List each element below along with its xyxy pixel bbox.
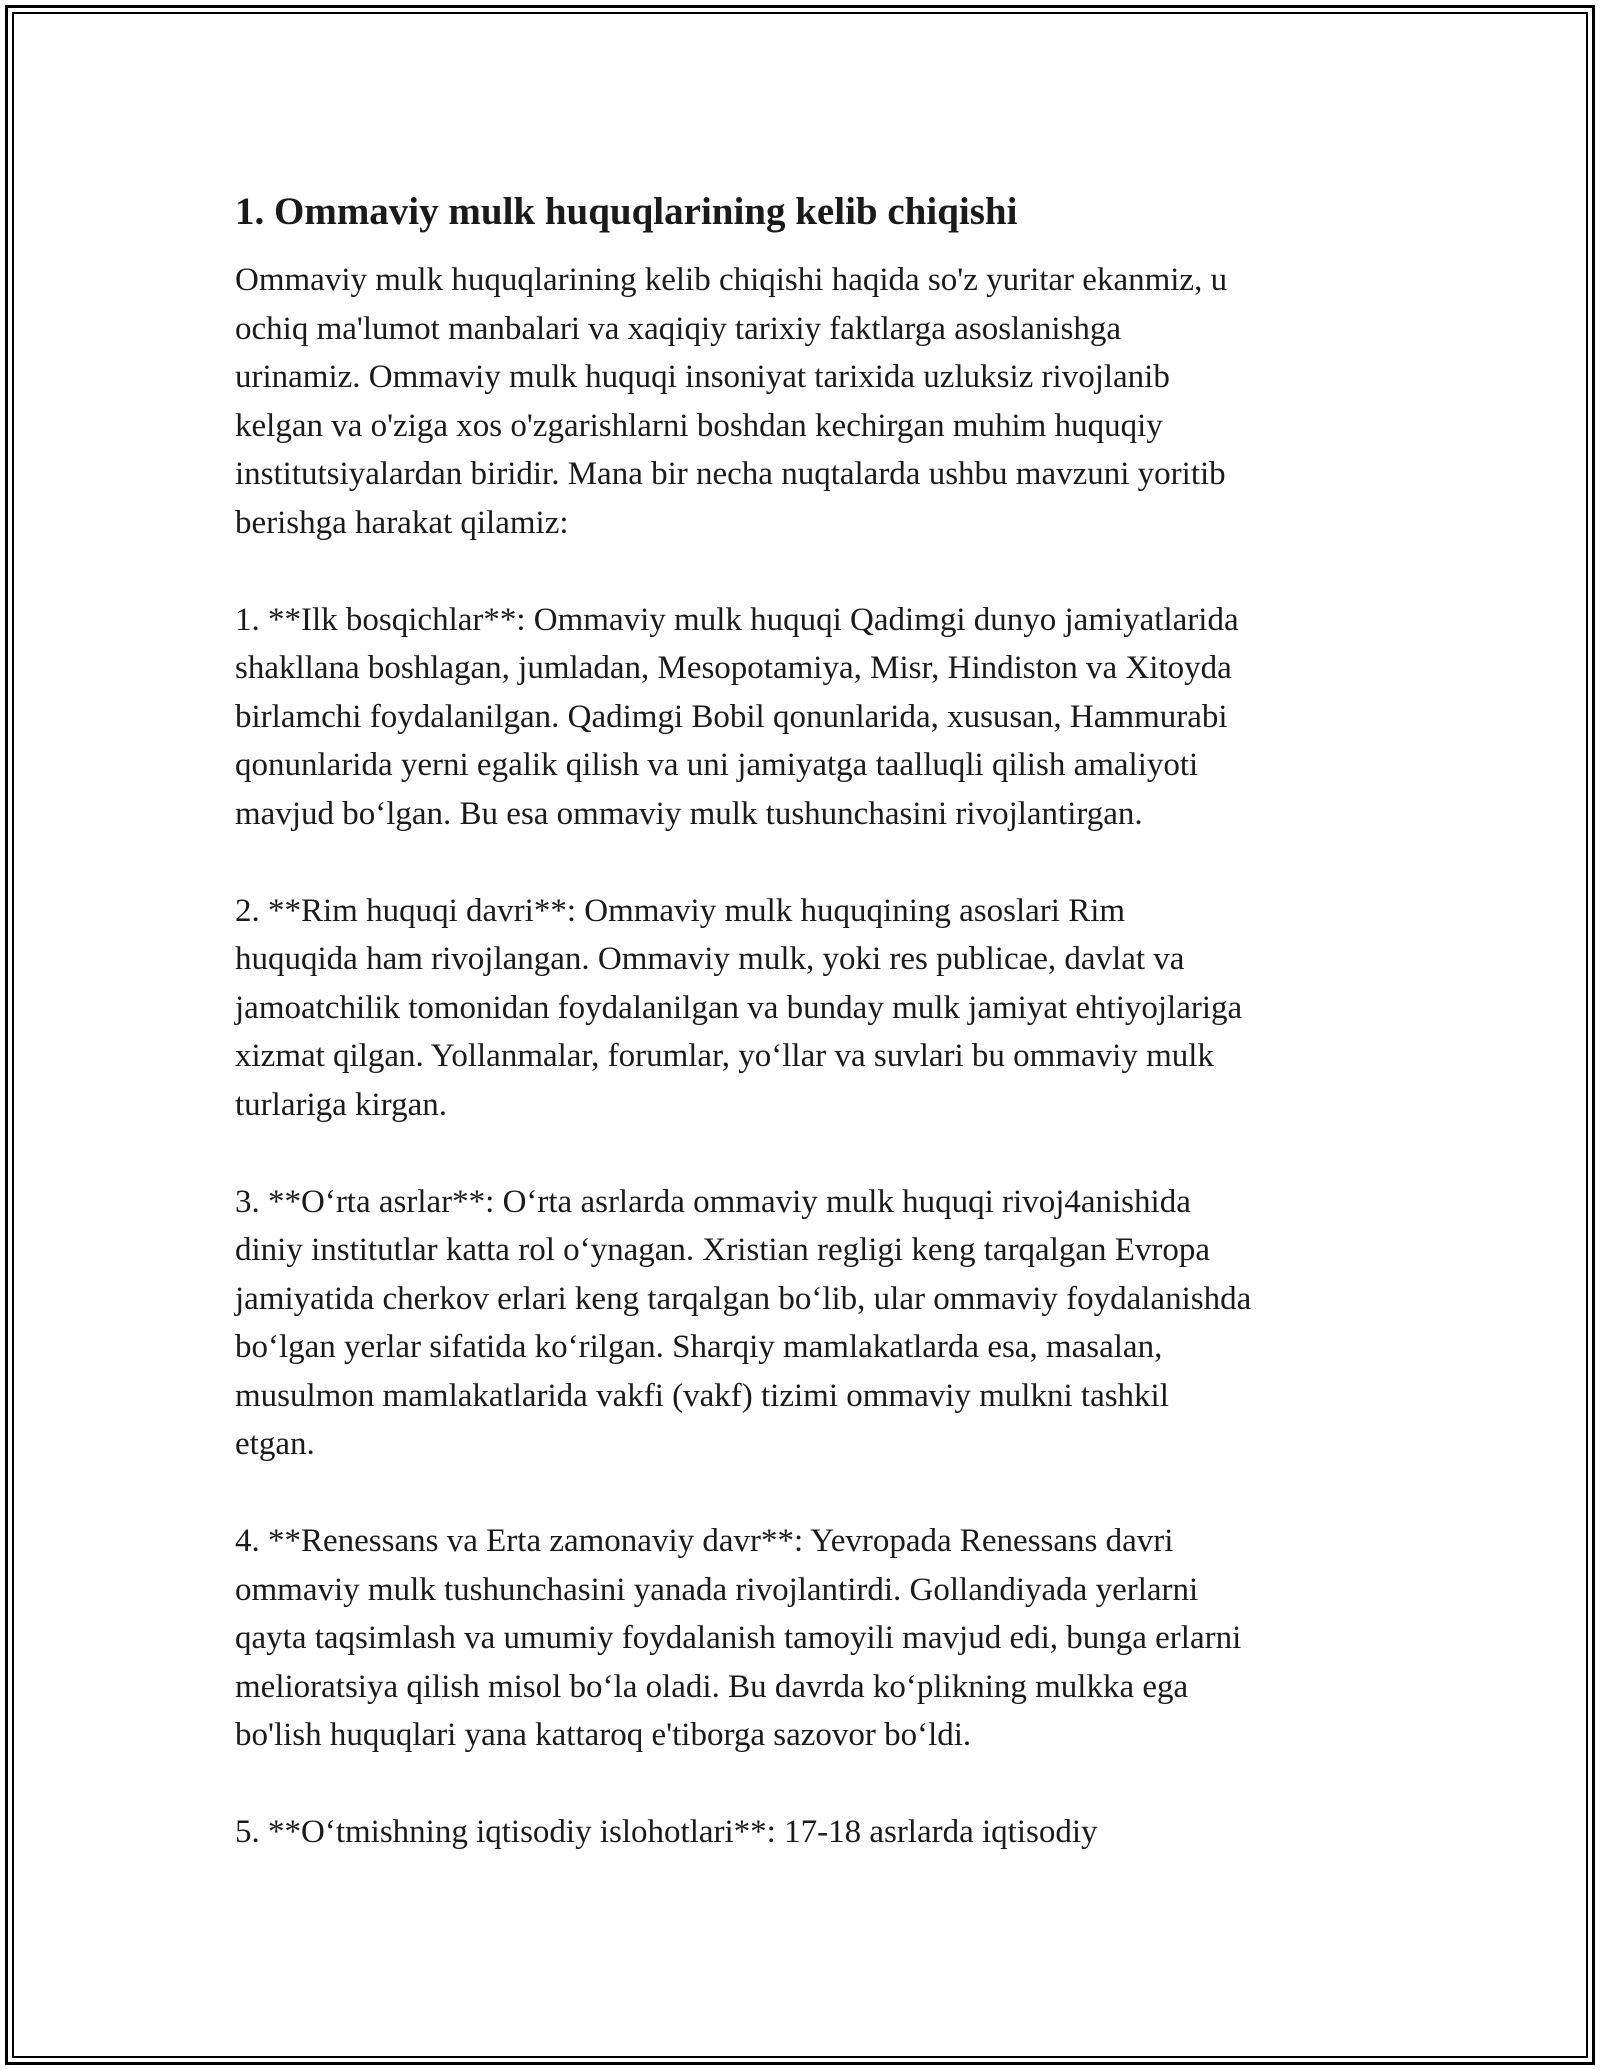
- document-body: [235, 188, 1385, 1905]
- section-heading: 1. Ommaviy mulk huquqlarining kelib chiqishi: [235, 190, 1018, 233]
- intro-paragraph: Ommaviy mulk huquqlarining kelib chiqishi haqida so'z yuritar ekanmiz, u ochiq ma'lumot manbalari va xaqiqiy tarixiy faktlarga asoslanishga urinamiz. Ommaviy mulk huquqi insoniyat tarixida uzluksiz rivojlanib kelgan va o'ziga xos o'zgarishlarni boshdan kechirgan muhim huquqiy institutsiyalardan biridir. Mana bir necha nuqtalarda ushbu mavzuni yoritib berishga harakat qilamiz:: [235, 262, 1228, 541]
- point-2-paragraph: 2. **Rim huquqi davri**: Ommaviy mulk huquqining asoslari Rim huquqida ham rivojlangan. Ommaviy mulk, yoki res publicae, davlat va jamoatchilik tomonidan foydalanilgan va bunday mulk jamiyat ehtiyojlariga xizmat qilgan. Yollanmalar, forumlar, yo‘llar va suvlari bu ommaviy mulk turlariga kirgan.: [235, 892, 1243, 1123]
- point-4-paragraph: 4. **Renessans va Erta zamonaviy davr**: Yevropada Renessans davri ommaviy mulk tushunchasini yanada rivojlantirdi. Gollandiyada yerlarni qayta taqsimlash va umumiy foydalanish tamoyili mavjud edi, bunga erlarni melioratsiya qilish misol bo‘la oladi. Bu davrda ko‘plikning mulkka ega bo'lish huquqlari yana kattaroq e'tiborga sazovor bo‘ldi.: [235, 1523, 1242, 1753]
- point-1-paragraph: 1. **Ilk bosqichlar**: Ommaviy mulk huquqi Qadimgi dunyo jamiyatlarida shakllana boshlagan, jumladan, Mesopotamiya, Misr, Hindiston va Xitoyda birlamchi foydalanilgan. Qadimgi Bobil qonunlarida, xususan, Hammurabi qonunlarida yerni egalik qilish va uni jamiyatga taalluqli qilish amaliyoti mavjud bo‘lgan. Bu esa ommaviy mulk tushunchasini rivojlantirgan.: [235, 601, 1239, 832]
- point-3-paragraph: 3. **O‘rta asrlar**: O‘rta asrlarda ommaviy mulk huquqi rivoj4anishida diniy institutlar katta rol o‘ynagan. Xristian regligi keng tarqalgan Evropa jamiyatida cherkov erlari keng tarqalgan bo‘lib, ular ommaviy foydalanishda bo‘lgan yerlar sifatida ko‘rilgan. Sharqiy mamlakatlarda esa, masalan, musulmon mamlakatlarida vakfi (vakf) tizimi ommaviy mulkni tashkil etgan.: [235, 1183, 1252, 1462]
- point-5-paragraph: 5. **O‘tmishning iqtisodiy islohotlari**: 17-18 asrlarda iqtisodiy: [235, 1814, 1098, 1850]
